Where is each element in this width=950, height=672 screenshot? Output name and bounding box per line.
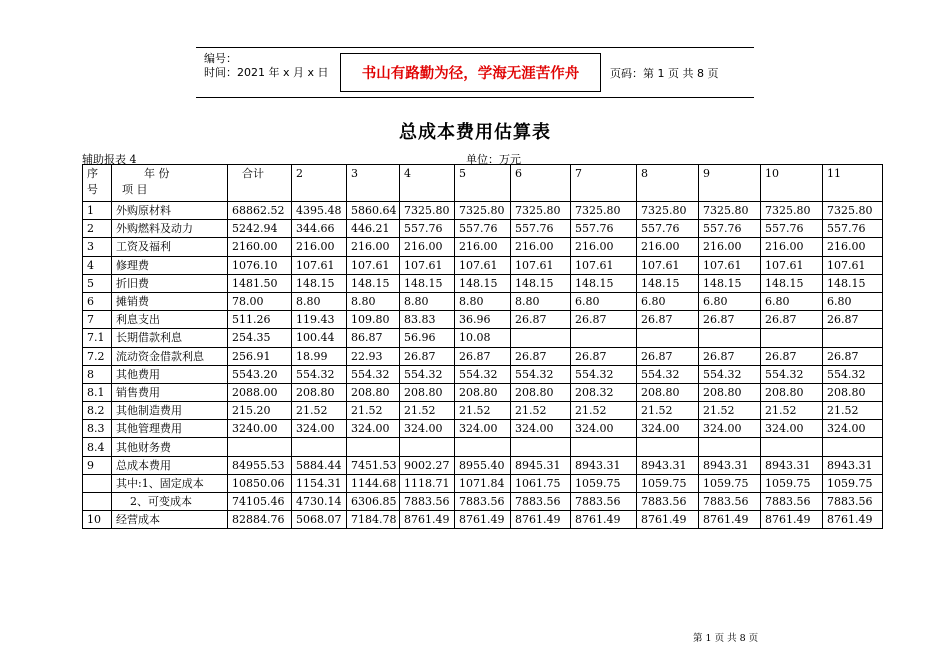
- row-value: 7883.56: [571, 493, 637, 511]
- col-header-year-6: 6: [511, 165, 571, 202]
- row-item-name: 折旧费: [112, 274, 228, 292]
- row-value: 216.00: [347, 238, 400, 256]
- row-value: [292, 438, 347, 456]
- row-value: 107.61: [571, 256, 637, 274]
- row-value: 82884.76: [228, 511, 292, 529]
- row-value: 148.15: [699, 274, 761, 292]
- row-value: 10.08: [455, 329, 511, 347]
- header-left: [204, 52, 329, 80]
- row-value: [347, 438, 400, 456]
- row-value: 6306.85: [347, 493, 400, 511]
- row-value: 148.15: [761, 274, 823, 292]
- table-row: [83, 274, 883, 292]
- row-value: [455, 438, 511, 456]
- code-label: 编号：: [204, 52, 237, 65]
- row-value: 26.87: [699, 311, 761, 329]
- row-value: 324.00: [823, 420, 883, 438]
- row-value: 208.80: [511, 383, 571, 401]
- row-value: 446.21: [347, 220, 400, 238]
- row-seq: [83, 474, 112, 492]
- row-value: 324.00: [571, 420, 637, 438]
- row-value: 8945.31: [511, 456, 571, 474]
- row-value: 324.00: [455, 420, 511, 438]
- table-row: [83, 256, 883, 274]
- row-value: 7883.56: [699, 493, 761, 511]
- table-row: [83, 238, 883, 256]
- row-value: 9002.27: [400, 456, 455, 474]
- table-row: [83, 383, 883, 401]
- row-value: 1059.75: [637, 474, 699, 492]
- row-seq: 9: [83, 456, 112, 474]
- row-value: 8761.49: [511, 511, 571, 529]
- row-value: 1118.71: [400, 474, 455, 492]
- row-seq: 7: [83, 311, 112, 329]
- row-value: 554.32: [571, 365, 637, 383]
- row-seq: 10: [83, 511, 112, 529]
- col-header-total: 合计: [228, 165, 292, 202]
- row-value: 26.87: [511, 311, 571, 329]
- row-item-name: 经营成本: [112, 511, 228, 529]
- row-value: 21.52: [511, 402, 571, 420]
- time-label: 时间：2021 年 x 月 x 日: [204, 66, 329, 79]
- row-value: 557.76: [823, 220, 883, 238]
- row-value: [571, 329, 637, 347]
- row-value: 7883.56: [637, 493, 699, 511]
- row-value: 6.80: [637, 292, 699, 310]
- row-seq: [83, 493, 112, 511]
- motto-text: 书山有路勤为径，学海无涯苦作舟: [361, 66, 580, 82]
- row-value: 6.80: [761, 292, 823, 310]
- row-value: 208.80: [761, 383, 823, 401]
- row-value: 1144.68: [347, 474, 400, 492]
- row-value: 208.80: [823, 383, 883, 401]
- row-value: 8.80: [400, 292, 455, 310]
- row-value: 554.32: [511, 365, 571, 383]
- row-value: 7883.56: [823, 493, 883, 511]
- row-value: 8943.31: [571, 456, 637, 474]
- row-value: 7325.80: [571, 202, 637, 220]
- table-row: [83, 347, 883, 365]
- row-value: 208.80: [347, 383, 400, 401]
- row-value: [761, 329, 823, 347]
- row-value: 148.15: [400, 274, 455, 292]
- row-value: 5068.07: [292, 511, 347, 529]
- row-value: 324.00: [761, 420, 823, 438]
- row-value: 8943.31: [823, 456, 883, 474]
- row-value: 554.32: [292, 365, 347, 383]
- row-value: 8955.40: [455, 456, 511, 474]
- row-value: 511.26: [228, 311, 292, 329]
- row-value: 107.61: [400, 256, 455, 274]
- row-value: 26.87: [400, 347, 455, 365]
- row-value: 109.80: [347, 311, 400, 329]
- row-value: 7325.80: [400, 202, 455, 220]
- row-value: 107.61: [511, 256, 571, 274]
- row-value: 1071.84: [455, 474, 511, 492]
- table-row: [83, 420, 883, 438]
- row-value: 1059.75: [699, 474, 761, 492]
- row-value: 68862.52: [228, 202, 292, 220]
- row-value: 8761.49: [571, 511, 637, 529]
- row-value: 8761.49: [637, 511, 699, 529]
- row-value: 7883.56: [761, 493, 823, 511]
- row-value: 208.80: [400, 383, 455, 401]
- row-value: 36.96: [455, 311, 511, 329]
- row-value: 557.76: [699, 220, 761, 238]
- row-value: 86.87: [347, 329, 400, 347]
- row-value: 216.00: [823, 238, 883, 256]
- row-value: 554.32: [761, 365, 823, 383]
- row-value: [637, 438, 699, 456]
- col-header-year-4: 4: [400, 165, 455, 202]
- table-row: [83, 220, 883, 238]
- row-value: 3240.00: [228, 420, 292, 438]
- row-value: [823, 329, 883, 347]
- row-value: 8.80: [347, 292, 400, 310]
- row-item-name: 销售费用: [112, 383, 228, 401]
- cost-estimate-table: [82, 164, 883, 529]
- row-item-name: 利息支出: [112, 311, 228, 329]
- row-value: 26.87: [455, 347, 511, 365]
- row-value: 324.00: [292, 420, 347, 438]
- row-seq: 3: [83, 238, 112, 256]
- row-item-name: 长期借款利息: [112, 329, 228, 347]
- row-item-name: 外购燃料及动力: [112, 220, 228, 238]
- row-value: 74105.46: [228, 493, 292, 511]
- row-value: 7184.78: [347, 511, 400, 529]
- row-value: 216.00: [511, 238, 571, 256]
- col-header-year-11: 11: [823, 165, 883, 202]
- row-value: 8943.31: [637, 456, 699, 474]
- table-header-row: [83, 165, 883, 202]
- row-value: 148.15: [823, 274, 883, 292]
- row-value: 84955.53: [228, 456, 292, 474]
- row-value: 8.80: [455, 292, 511, 310]
- table-row: [83, 402, 883, 420]
- row-value: 7325.80: [637, 202, 699, 220]
- table-row: [83, 365, 883, 383]
- row-value: 7325.80: [761, 202, 823, 220]
- row-value: 557.76: [455, 220, 511, 238]
- row-seq: 1: [83, 202, 112, 220]
- row-value: 26.87: [761, 347, 823, 365]
- year-label: 年 份: [144, 167, 170, 180]
- table-row: [83, 438, 883, 456]
- item-label: 项 目: [122, 183, 148, 196]
- row-value: 26.87: [761, 311, 823, 329]
- row-value: [228, 438, 292, 456]
- row-value: 107.61: [699, 256, 761, 274]
- row-value: 6.80: [699, 292, 761, 310]
- row-value: 119.43: [292, 311, 347, 329]
- unit-label: 单位：万元: [466, 153, 521, 166]
- row-value: 1059.75: [761, 474, 823, 492]
- row-value: 554.32: [455, 365, 511, 383]
- table-row: [83, 311, 883, 329]
- row-value: 100.44: [292, 329, 347, 347]
- row-value: 208.80: [292, 383, 347, 401]
- row-item-name: 其他管理费用: [112, 420, 228, 438]
- row-value: 7325.80: [455, 202, 511, 220]
- row-value: 26.87: [823, 311, 883, 329]
- row-value: 26.87: [571, 311, 637, 329]
- page-footer: 第 1 页 共 8 页: [693, 633, 759, 644]
- row-value: 256.91: [228, 347, 292, 365]
- row-value: 148.15: [511, 274, 571, 292]
- row-value: 107.61: [292, 256, 347, 274]
- row-value: 554.32: [400, 365, 455, 383]
- row-value: 26.87: [637, 311, 699, 329]
- table-row: [83, 292, 883, 310]
- row-value: 215.20: [228, 402, 292, 420]
- row-value: [699, 329, 761, 347]
- row-value: 26.87: [637, 347, 699, 365]
- row-value: 107.61: [761, 256, 823, 274]
- row-item-name: 流动资金借款利息: [112, 347, 228, 365]
- table-row: [83, 329, 883, 347]
- row-item-name: 其他财务费: [112, 438, 228, 456]
- row-value: 21.52: [761, 402, 823, 420]
- row-value: 8761.49: [400, 511, 455, 529]
- col-header-year-8: 8: [637, 165, 699, 202]
- row-value: [400, 438, 455, 456]
- table-row: [83, 493, 883, 511]
- row-value: 8761.49: [455, 511, 511, 529]
- row-value: 557.76: [400, 220, 455, 238]
- row-seq: 5: [83, 274, 112, 292]
- row-value: 78.00: [228, 292, 292, 310]
- row-seq: 6: [83, 292, 112, 310]
- row-value: 83.83: [400, 311, 455, 329]
- row-value: 7325.80: [511, 202, 571, 220]
- row-value: 557.76: [511, 220, 571, 238]
- row-value: 557.76: [571, 220, 637, 238]
- row-value: 18.99: [292, 347, 347, 365]
- row-seq: 8.1: [83, 383, 112, 401]
- row-value: 148.15: [292, 274, 347, 292]
- row-seq: 2: [83, 220, 112, 238]
- col-header-year-2: 2: [292, 165, 347, 202]
- row-value: [823, 438, 883, 456]
- row-value: 21.52: [571, 402, 637, 420]
- row-value: 26.87: [571, 347, 637, 365]
- row-value: 216.00: [637, 238, 699, 256]
- table-row: [83, 511, 883, 529]
- row-value: 26.87: [511, 347, 571, 365]
- row-value: 557.76: [761, 220, 823, 238]
- row-value: 8761.49: [761, 511, 823, 529]
- row-seq: 8.4: [83, 438, 112, 456]
- col-header-year-7: 7: [571, 165, 637, 202]
- row-value: 554.32: [699, 365, 761, 383]
- row-value: 554.32: [347, 365, 400, 383]
- row-value: 148.15: [637, 274, 699, 292]
- row-value: 8943.31: [761, 456, 823, 474]
- row-value: 7325.80: [699, 202, 761, 220]
- row-item-name: 修理费: [112, 256, 228, 274]
- row-value: 8.80: [292, 292, 347, 310]
- row-value: [511, 438, 571, 456]
- table-row: [83, 474, 883, 492]
- row-value: 324.00: [400, 420, 455, 438]
- row-value: 6.80: [571, 292, 637, 310]
- row-seq: 7.2: [83, 347, 112, 365]
- motto-box: [340, 53, 601, 92]
- row-value: 2160.00: [228, 238, 292, 256]
- row-value: [511, 329, 571, 347]
- page-info: 页码：第 1 页 共 8 页: [610, 67, 719, 80]
- row-value: 21.52: [455, 402, 511, 420]
- row-value: 208.80: [637, 383, 699, 401]
- row-value: 344.66: [292, 220, 347, 238]
- row-value: 26.87: [823, 347, 883, 365]
- row-value: [761, 438, 823, 456]
- row-seq: 8.2: [83, 402, 112, 420]
- row-value: 21.52: [823, 402, 883, 420]
- row-value: 148.15: [455, 274, 511, 292]
- row-value: 324.00: [637, 420, 699, 438]
- row-value: 1076.10: [228, 256, 292, 274]
- seq-header-bottom: 号: [87, 183, 98, 196]
- row-value: 324.00: [511, 420, 571, 438]
- row-value: 7325.80: [823, 202, 883, 220]
- row-value: 7451.53: [347, 456, 400, 474]
- row-value: 208.32: [571, 383, 637, 401]
- row-value: 107.61: [347, 256, 400, 274]
- table-label: 辅助报表 4: [82, 153, 137, 166]
- row-value: 216.00: [571, 238, 637, 256]
- row-value: 21.52: [699, 402, 761, 420]
- row-value: 216.00: [699, 238, 761, 256]
- row-value: [699, 438, 761, 456]
- row-value: 148.15: [571, 274, 637, 292]
- row-item-name: 摊销费: [112, 292, 228, 310]
- col-header-year-10: 10: [761, 165, 823, 202]
- row-value: 1059.75: [571, 474, 637, 492]
- row-seq: 8.3: [83, 420, 112, 438]
- row-value: 6.80: [823, 292, 883, 310]
- row-value: 1154.31: [292, 474, 347, 492]
- item-header: [112, 165, 228, 202]
- row-seq: 4: [83, 256, 112, 274]
- table-row: [83, 202, 883, 220]
- row-value: 21.52: [400, 402, 455, 420]
- row-item-name: 工资及福利: [112, 238, 228, 256]
- row-value: 26.87: [699, 347, 761, 365]
- row-value: 107.61: [637, 256, 699, 274]
- row-value: 216.00: [400, 238, 455, 256]
- row-value: 7883.56: [455, 493, 511, 511]
- col-header-year-3: 3: [347, 165, 400, 202]
- row-value: 1481.50: [228, 274, 292, 292]
- row-value: 208.80: [699, 383, 761, 401]
- row-value: 554.32: [637, 365, 699, 383]
- seq-header-top: 序: [87, 167, 98, 180]
- row-value: 21.52: [637, 402, 699, 420]
- row-value: 5884.44: [292, 456, 347, 474]
- row-value: 5242.94: [228, 220, 292, 238]
- row-item-name: 2、可变成本: [112, 493, 228, 511]
- row-value: 1061.75: [511, 474, 571, 492]
- row-value: 8761.49: [699, 511, 761, 529]
- row-value: [637, 329, 699, 347]
- row-value: 8761.49: [823, 511, 883, 529]
- row-value: 5543.20: [228, 365, 292, 383]
- row-value: 216.00: [292, 238, 347, 256]
- row-value: [571, 438, 637, 456]
- row-value: 1059.75: [823, 474, 883, 492]
- row-item-name: 其中:1、固定成本: [112, 474, 228, 492]
- row-value: 148.15: [347, 274, 400, 292]
- row-value: 2088.00: [228, 383, 292, 401]
- row-value: 107.61: [823, 256, 883, 274]
- row-item-name: 外购原材料: [112, 202, 228, 220]
- row-value: 554.32: [823, 365, 883, 383]
- page-header: [196, 47, 754, 98]
- row-value: 324.00: [347, 420, 400, 438]
- row-seq: 8: [83, 365, 112, 383]
- row-value: 7883.56: [511, 493, 571, 511]
- row-value: 8.80: [511, 292, 571, 310]
- row-value: 208.80: [455, 383, 511, 401]
- row-value: 324.00: [699, 420, 761, 438]
- row-value: 216.00: [455, 238, 511, 256]
- document-title: 总成本费用估算表: [399, 122, 551, 143]
- row-value: 10850.06: [228, 474, 292, 492]
- row-item-name: 其他费用: [112, 365, 228, 383]
- row-value: 557.76: [637, 220, 699, 238]
- row-seq: 7.1: [83, 329, 112, 347]
- table-row: [83, 456, 883, 474]
- row-value: 107.61: [455, 256, 511, 274]
- row-value: 254.35: [228, 329, 292, 347]
- row-value: 216.00: [761, 238, 823, 256]
- row-value: 8943.31: [699, 456, 761, 474]
- row-item-name: 总成本费用: [112, 456, 228, 474]
- row-value: 4730.14: [292, 493, 347, 511]
- row-value: 22.93: [347, 347, 400, 365]
- row-value: 21.52: [347, 402, 400, 420]
- row-item-name: 其他制造费用: [112, 402, 228, 420]
- seq-header: [83, 165, 112, 202]
- row-value: 4395.48: [292, 202, 347, 220]
- col-header-year-5: 5: [455, 165, 511, 202]
- row-value: 7883.56: [400, 493, 455, 511]
- row-value: 21.52: [292, 402, 347, 420]
- row-value: 56.96: [400, 329, 455, 347]
- row-value: 5860.64: [347, 202, 400, 220]
- col-header-year-9: 9: [699, 165, 761, 202]
